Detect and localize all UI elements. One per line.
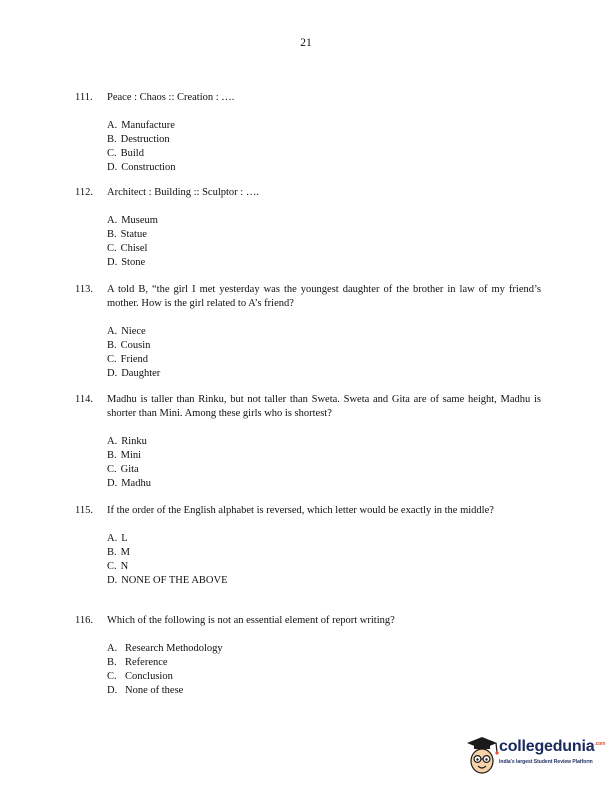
option-text: None of these [125, 685, 184, 696]
option-c [107, 670, 541, 684]
question-number: 112. [75, 187, 93, 198]
option-text: Museum [121, 215, 158, 226]
question-text: Architect : Building :: Sculptor : …. [107, 187, 259, 198]
option-text: Statue [120, 229, 147, 240]
option-letter: C. [107, 243, 117, 254]
question-stem [75, 504, 541, 518]
option-text: Friend [120, 354, 149, 365]
option-b [107, 228, 541, 242]
question-number: 111. [75, 92, 93, 103]
collegedunia-logo[interactable] [463, 734, 606, 778]
option-letter: A. [107, 436, 118, 447]
option-text: Destruction [120, 134, 170, 145]
logo-name-text: collegedunia [499, 738, 595, 755]
option-text: Build [120, 148, 144, 159]
option-text: M [120, 547, 130, 558]
option-letter: C. [107, 354, 117, 365]
option-d [107, 161, 541, 175]
option-text: Mini [120, 450, 142, 461]
option-letter: D. [107, 162, 118, 173]
options-list [75, 119, 541, 175]
options-list [75, 325, 541, 381]
option-letter: D. [107, 478, 118, 489]
question-stem [75, 283, 541, 311]
option-letter: D. [107, 575, 118, 586]
option-d [107, 574, 541, 588]
option-text: Stone [121, 257, 146, 268]
option-letter: A. [107, 326, 118, 337]
option-c [107, 353, 541, 367]
option-b [107, 339, 541, 353]
options-list [75, 214, 541, 270]
option-letter: A. [107, 533, 118, 544]
options-list [75, 532, 541, 588]
option-letter: C. [107, 561, 117, 572]
option-b [107, 546, 541, 560]
option-a [107, 532, 541, 546]
option-text: Rinku [121, 436, 147, 447]
option-text: NONE OF THE ABOVE [121, 575, 228, 586]
option-d [107, 367, 541, 381]
logo-tagline: India's largest Student Review Platform [499, 759, 593, 765]
logo-name [499, 738, 605, 756]
page-number: 21 [300, 37, 312, 49]
question-112 [75, 186, 541, 270]
option-c [107, 147, 541, 161]
question-text: If the order of the English alphabet is reversed, which letter would be exactly in the middle? [107, 505, 494, 516]
question-text: Madhu is taller than Rinku, but not taller than Sweta. Sweta and Gita are of same height, Madhu is shorter than Mini. Among these girls who is shortest? [107, 394, 541, 419]
option-a [107, 119, 541, 133]
option-d [107, 477, 541, 491]
option-text: L [121, 533, 128, 544]
option-a [107, 435, 541, 449]
question-stem [75, 393, 541, 421]
option-text: Cousin [120, 340, 151, 351]
question-number: 115. [75, 505, 93, 516]
option-letter: C. [107, 464, 117, 475]
option-text: Reference [125, 657, 168, 668]
option-letter: B. [107, 450, 117, 461]
option-letter: C. [107, 148, 117, 159]
option-letter: B. [107, 657, 117, 668]
option-a [107, 642, 541, 656]
option-letter: C. [107, 671, 117, 682]
question-113 [75, 283, 541, 381]
question-number: 114. [75, 394, 93, 405]
option-letter: D. [107, 368, 118, 379]
option-letter: B. [107, 340, 117, 351]
option-letter: D. [107, 257, 118, 268]
option-text: Research Methodology [125, 643, 223, 654]
options-list [75, 642, 541, 698]
question-114 [75, 393, 541, 491]
option-text: Manufacture [121, 120, 175, 131]
option-c [107, 560, 541, 574]
option-text: Madhu [121, 478, 151, 489]
logo-name-suffix: .com [594, 741, 606, 747]
option-c [107, 463, 541, 477]
question-stem [75, 91, 541, 105]
option-letter: A. [107, 643, 118, 654]
option-a [107, 214, 541, 228]
option-text: Daughter [121, 368, 161, 379]
question-text: A told B, “the girl I met yesterday was the youngest daughter of the brother in law of my friend’s mother. How is the girl related to A’s friend? [107, 284, 541, 309]
option-text: Gita [120, 464, 139, 475]
option-b [107, 449, 541, 463]
option-text: Conclusion [125, 671, 173, 682]
question-text: Which of the following is not an essential element of report writing? [107, 615, 395, 626]
question-number: 116. [75, 615, 93, 626]
question-115 [75, 504, 541, 588]
option-letter: B. [107, 229, 117, 240]
question-stem [75, 186, 541, 200]
option-b [107, 133, 541, 147]
graduate-face-icon [463, 734, 501, 778]
option-letter: B. [107, 134, 117, 145]
option-text: Niece [121, 326, 146, 337]
option-letter: D. [107, 685, 118, 696]
option-letter: A. [107, 120, 118, 131]
option-letter: B. [107, 547, 117, 558]
question-116 [75, 614, 541, 698]
option-d [107, 684, 541, 698]
option-a [107, 325, 541, 339]
option-d [107, 256, 541, 270]
option-text: N [120, 561, 129, 572]
question-111 [75, 91, 541, 175]
option-text: Chisel [120, 243, 148, 254]
option-letter: A. [107, 215, 118, 226]
question-number: 113. [75, 284, 93, 295]
question-stem [75, 614, 541, 628]
option-b [107, 656, 541, 670]
option-c [107, 242, 541, 256]
option-text: Construction [121, 162, 176, 173]
options-list [75, 435, 541, 491]
question-text: Peace : Chaos :: Creation : …. [107, 92, 235, 103]
